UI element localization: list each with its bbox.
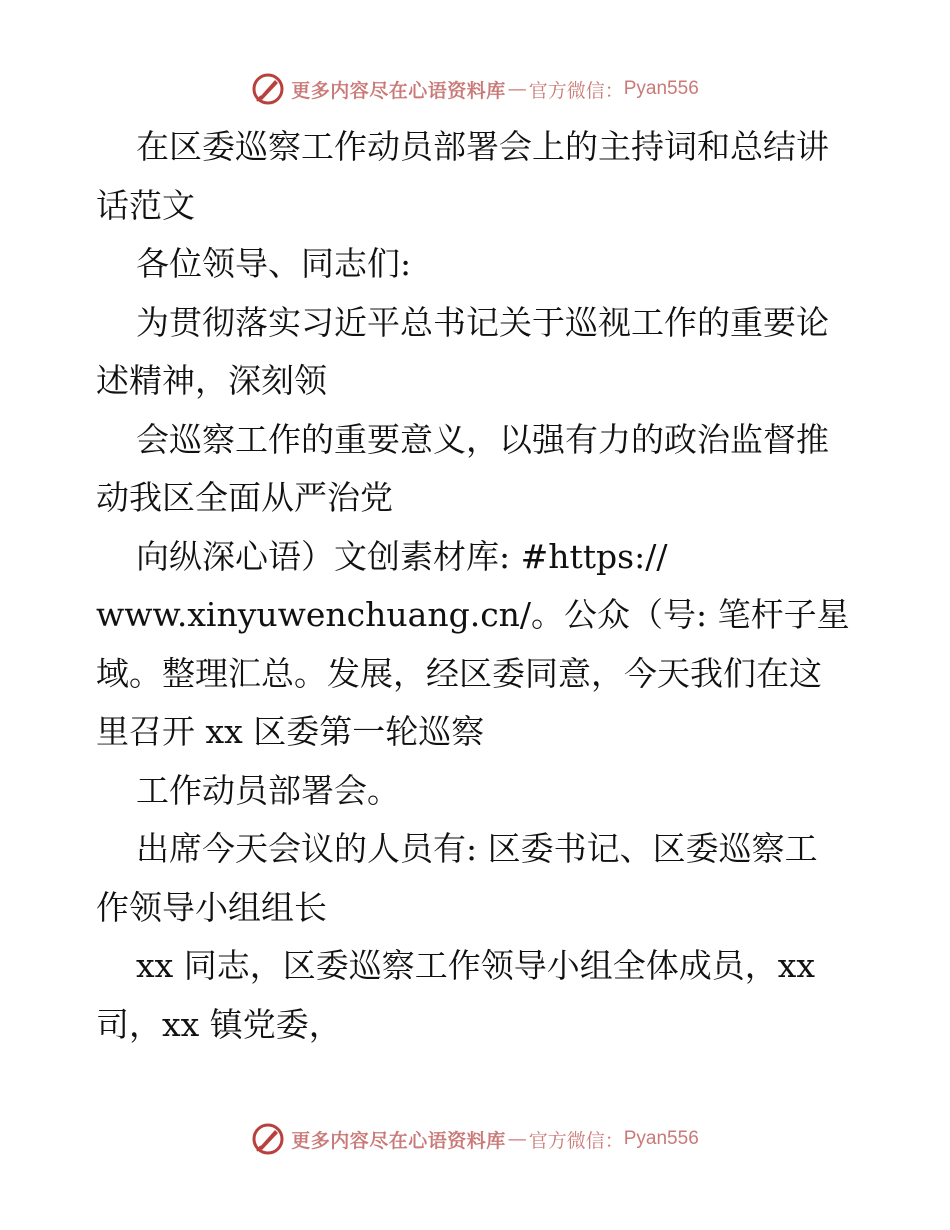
banner-wechat-label: 官方微信： [528, 1129, 624, 1152]
header-banner [0, 72, 950, 106]
doc-title-line-2: 话范文 [96, 185, 195, 225]
banner-separator: — [507, 1128, 527, 1150]
doc-paragraph-line: www.xinyuwenchuang.cn/。公众（号: 笔杆子星 [96, 595, 850, 634]
quill-pen-logo-icon [251, 72, 285, 106]
footer-banner [0, 1122, 950, 1156]
banner-brand-text: 更多内容尽在心语资料库 [291, 79, 506, 102]
doc-paragraph-line: 为贯彻落实习近平总书记关于巡视工作的重要论 [136, 302, 829, 342]
banner-wechat-label: 官方微信： [528, 79, 624, 102]
doc-paragraph-line: 述精神，深刻领 [96, 361, 327, 400]
doc-salutation: 各位领导、同志们: [136, 244, 412, 283]
doc-paragraph-line: 出席今天会议的人员有: 区委书记、区委巡察工 [136, 829, 818, 868]
doc-paragraph-line: xx 同志，区委巡察工作领导小组全体成员，xx [136, 946, 815, 985]
document-body [96, 118, 856, 1054]
doc-paragraph-line: 工作动员部署会。 [136, 770, 400, 810]
doc-paragraph-line: 域。整理汇总。发展，经区委同意，今天我们在这 [96, 653, 822, 693]
quill-pen-logo-icon [251, 1122, 285, 1156]
doc-paragraph-line: 向纵深心语）文创素材库: #https:// [136, 536, 668, 576]
doc-paragraph-line: 里召开 xx 区委第一轮巡察 [96, 712, 485, 751]
banner-separator: — [507, 78, 527, 100]
doc-paragraph-line: 作领导小组组长 [96, 887, 327, 927]
banner-brand-text: 更多内容尽在心语资料库 [291, 1129, 506, 1152]
doc-paragraph-line: 会巡察工作的重要意义，以强有力的政治监督推 [136, 419, 829, 459]
doc-paragraph-line: 司，xx 镇党委， [96, 1004, 342, 1044]
banner-wechat-id: Pyan556 [623, 78, 699, 99]
banner-wechat-id: Pyan556 [623, 1128, 699, 1149]
doc-paragraph-line: 动我区全面从严治党 [96, 478, 393, 517]
doc-title-line-1: 在区委巡察工作动员部署会上的主持词和总结讲 [136, 127, 829, 166]
